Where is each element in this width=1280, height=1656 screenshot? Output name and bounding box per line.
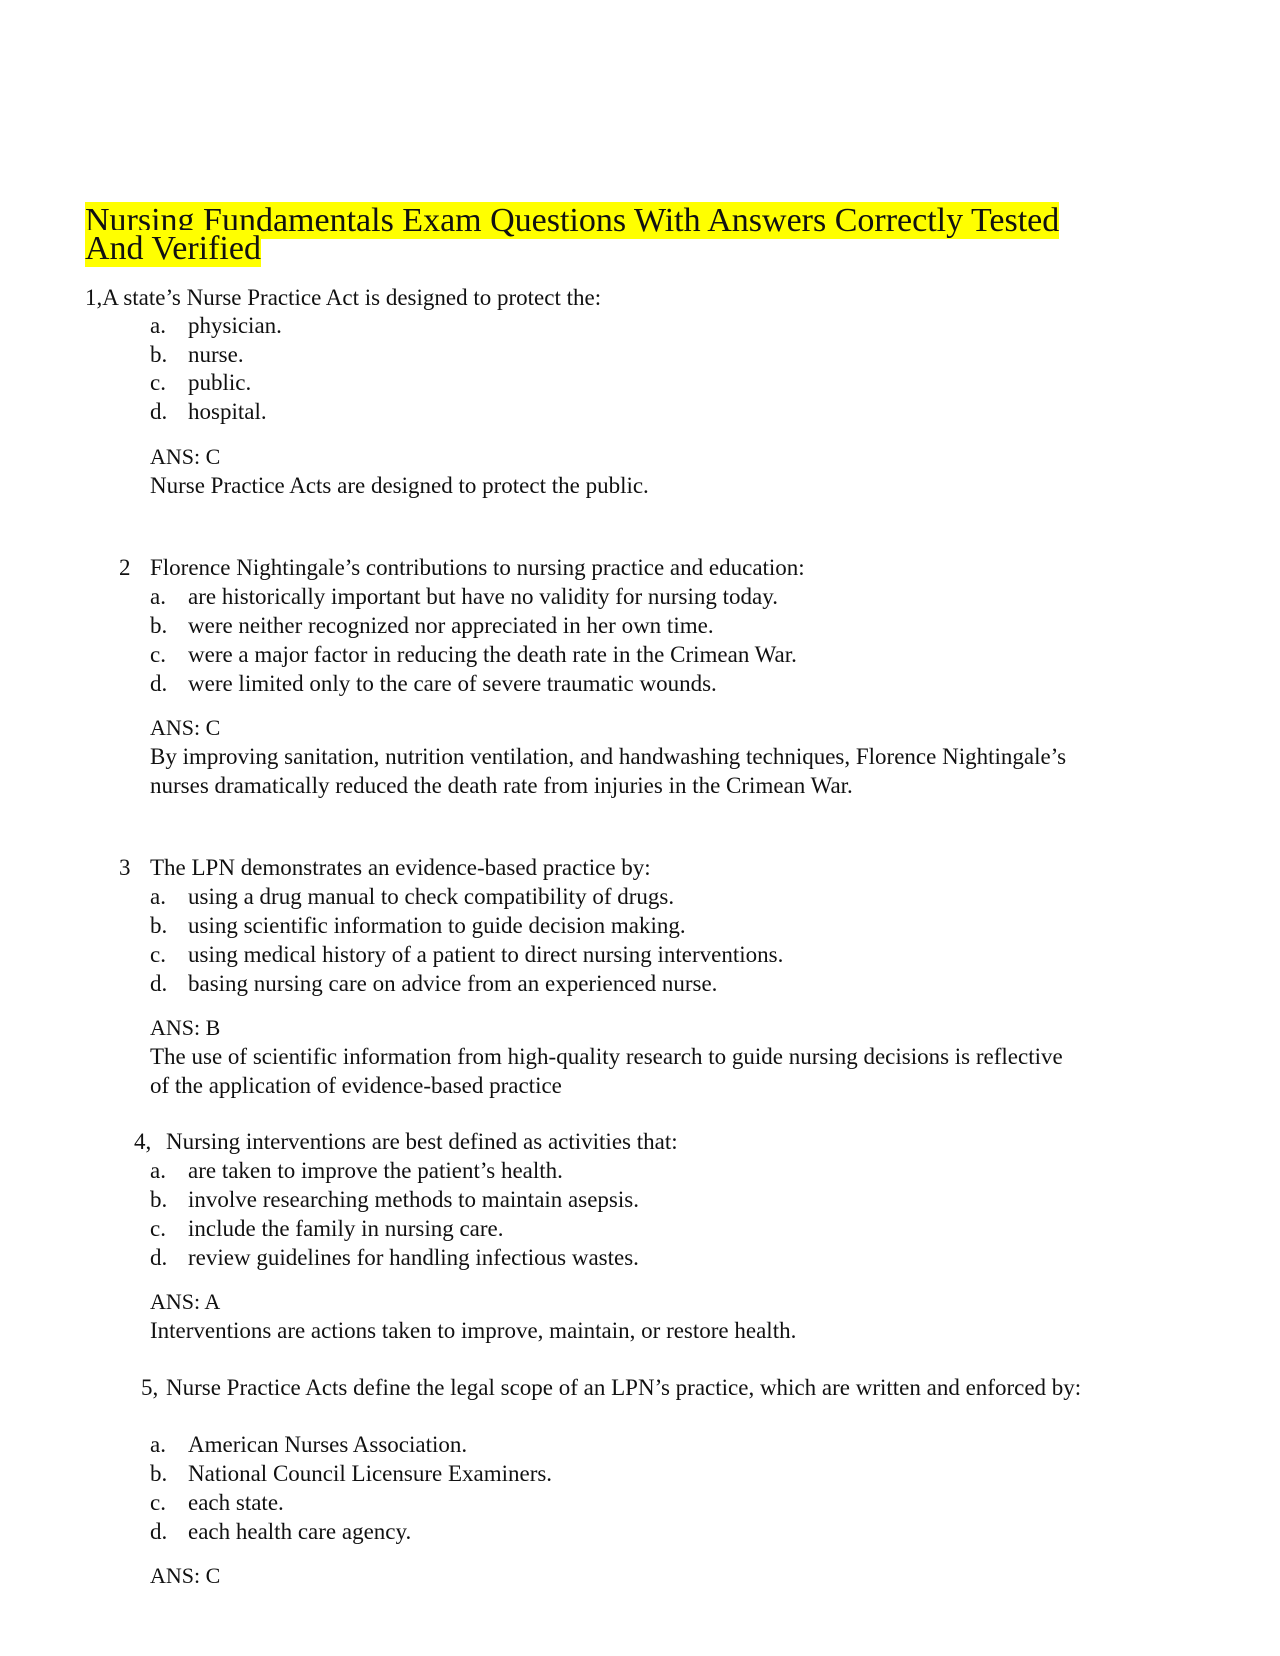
rationale: The use of scientific information from high-quality research to guide nursing decisions is reflective of the application of evidence-based practice	[150, 1044, 1063, 1098]
document-page: Nursing Fundamentals Exam Questions With Answers Correctly Tested And Verified 1,A state’s Nurse Practice Act is designed to protect the: a. physician. b. nurse. c. public. d. hospital. ANS: C Nurse Practice Acts are designed to protect the public. 2 Florence Nightingale’s contributions to nursing practice and education: a. are historically important but have no validity for nursing today. b. were neither recognized nor appreciated in her own time. c. were a major factor in reducing the death rate in the Crimean War. d. were limited only to the care of severe traumatic wounds. ANS: C By improving sanitation, nutrition ventilation, and handwashing techniques, Florence Nightingale’s nurses dramatically reduced the death rate from injuries in the Crimean War. 3 The LPN demonstrates an evidence-based practice by: a. using a drug manual to check compatibility of drugs. b. using scientific information to guide decision making. c. using medical history of a patient to direct nursing interventions. d. basing nursing care on advice from an experienced nurse. ANS: B The use of scientific information from high-quality research to guide nursing decisions is reflective of the application of evidence-based practice 4, Nursing interventions are best defined as activities that: a. are taken to improve the patient’s health. b. involve researching methods to maintain asepsis. c. include the family in nursing care. d. review guidelines for handling infectious wastes. ANS: A Interventions are actions taken to improve, maintain, or restore health. 5, Nurse Practice Acts define the legal scope of an LPN’s practice, which are written and enforced by: a. American Nurses Association. b. National Council Licensure Examiners. c. each state. d. each health care agency. ANS: C	[0, 0, 1280, 1656]
answer: ANS: C	[150, 715, 221, 740]
question-stem: Florence Nightingale’s contributions to nursing practice and education:	[150, 555, 805, 580]
question-number: 4,	[134, 1129, 152, 1154]
question-number: 1,	[85, 285, 103, 310]
question-number: 5,	[141, 1375, 159, 1400]
answer: ANS: B	[150, 1015, 221, 1040]
question-number: 2	[119, 555, 131, 580]
rationale: Nurse Practice Acts are designed to protect the public.	[150, 473, 649, 498]
question-number: 3	[119, 855, 131, 880]
rationale: Interventions are actions taken to improve, maintain, or restore health.	[150, 1318, 797, 1343]
question-stem: Nursing interventions are best defined as activities that:	[166, 1129, 678, 1154]
answer: ANS: A	[150, 1289, 221, 1314]
question-stem: Nurse Practice Acts define the legal scope of an LPN’s practice, which are written and enforced by:	[166, 1375, 1082, 1400]
document-title: Nursing Fundamentals Exam Questions With Answers Correctly Tested And Verified	[85, 202, 1060, 267]
question-stem	[85, 283, 601, 312]
answer: ANS: C	[150, 1563, 221, 1588]
question-text: A state’s Nurse Practice Act is designed to protect the:	[102, 285, 602, 310]
question-stem: The LPN demonstrates an evidence-based practice by:	[150, 855, 651, 880]
rationale: By improving sanitation, nutrition ventilation, and handwashing techniques, Florence Nightingale’s nurses dramatically reduced the death rate from injuries in the Crimean War.	[150, 744, 1067, 798]
answer: ANS: C	[150, 444, 221, 469]
